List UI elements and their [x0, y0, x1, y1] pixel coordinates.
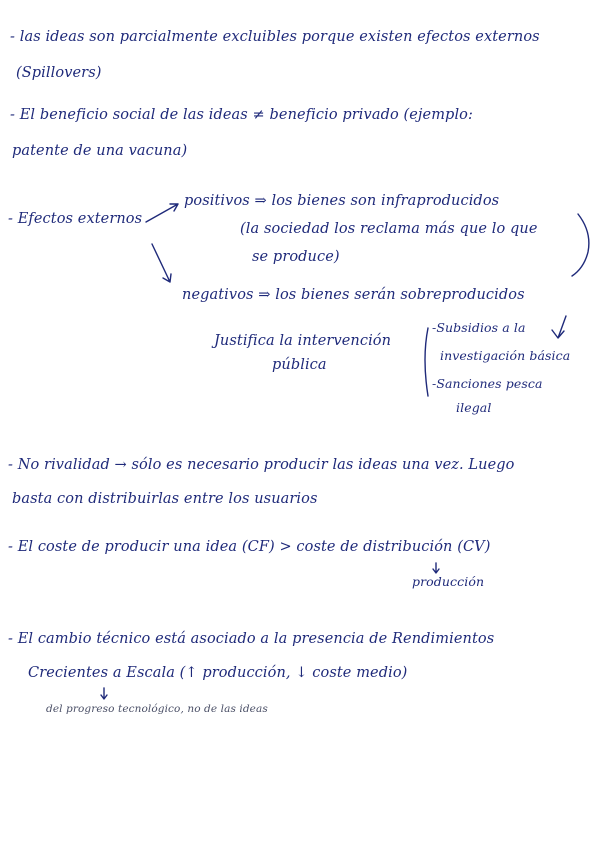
note-line-1: - las ideas son parcialmente excluibles porque existen efectos externos [10, 29, 540, 45]
subsidios-line-1: -Subsidios a la [432, 320, 526, 335]
sanciones-line-2: ilegal [456, 400, 492, 415]
sanciones-line-1: -Sanciones pesca [432, 376, 543, 391]
positivos-note-2: se produce) [252, 249, 340, 265]
coste-line: - El coste de producir una idea (CF) > coste de distribución (CV) [8, 539, 491, 555]
negativos-line: negativos ⇒ los bienes serán sobreproducidos [182, 287, 525, 303]
cambio-tecnico-line-1: - El cambio técnico está asociado a la presencia de Rendimientos [8, 631, 495, 647]
arrow-produccion-icon [433, 563, 439, 573]
no-rivalidad-line-1: - No rivalidad → sólo es necesario producir las ideas una vez. Luego [8, 457, 515, 473]
note-line-2: (Spillovers) [16, 65, 102, 81]
arrow-positivos-icon [146, 204, 178, 222]
no-rivalidad-line-2: basta con distribuirlas entre los usuarios [12, 491, 318, 507]
coste-produccion-note: producción [412, 574, 485, 589]
note-line-3: - El beneficio social de las ideas ≠ beneficio privado (ejemplo: [10, 107, 473, 123]
side-arrow-icon [552, 316, 566, 338]
arrow-negativos-icon [152, 244, 171, 282]
bracket-line [425, 328, 428, 396]
positivos-line: positivos ⇒ los bienes son infraproducidos [184, 193, 500, 209]
justifica-line-2: pública [272, 357, 327, 373]
side-curve-line [572, 214, 589, 276]
note-line-4: patente de una vacuna) [12, 143, 188, 159]
arrow-progreso-icon [101, 688, 107, 699]
cambio-tecnico-line-2: Crecientes a Escala (↑ producción, ↓ coste medio) [28, 665, 408, 681]
positivos-note-1: (la sociedad los reclama más que lo que [240, 221, 538, 237]
justifica-line-1: Justifica la intervención [214, 333, 392, 349]
progreso-note: del progreso tecnológico, no de las ideas [46, 703, 268, 715]
subsidios-line-2: investigación básica [440, 348, 571, 363]
efectos-externos-label: - Efectos externos [8, 211, 143, 227]
